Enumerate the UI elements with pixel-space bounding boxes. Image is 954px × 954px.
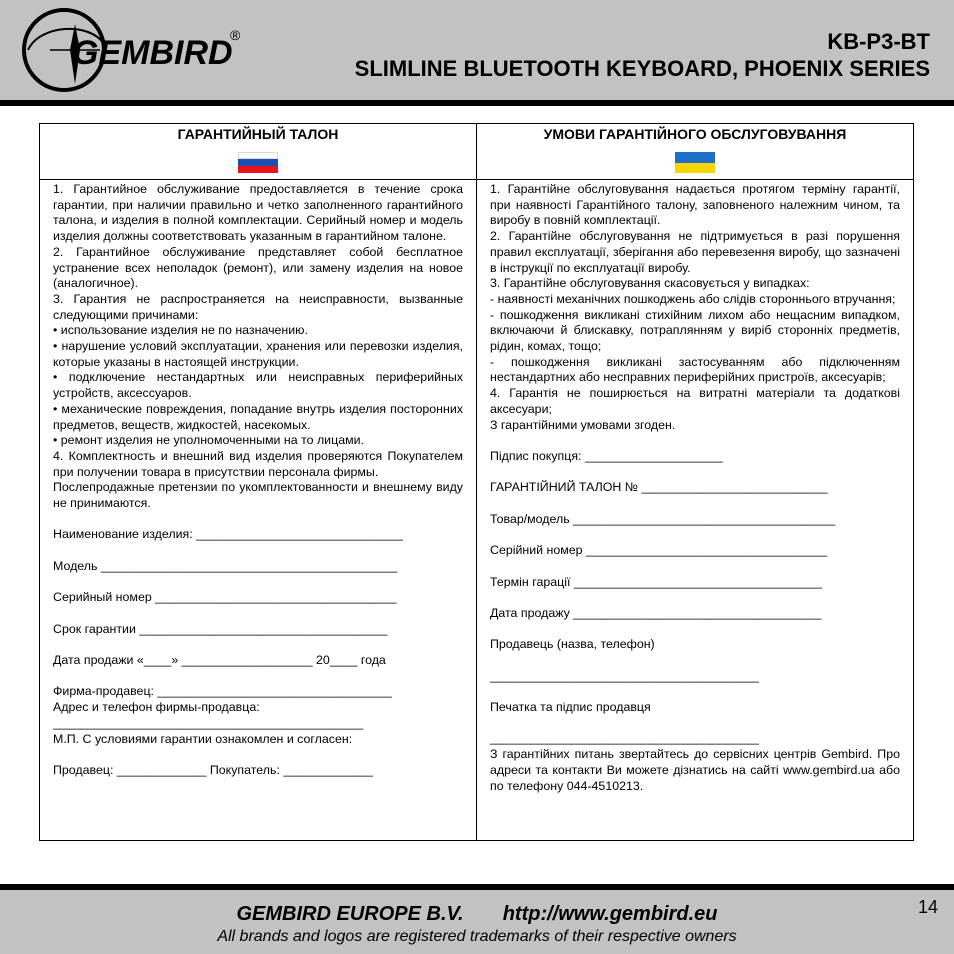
- page-number: 14: [917, 897, 938, 917]
- ukrainian-flag-icon: [675, 152, 715, 173]
- field-sale-date-ua: Дата продажу ____________________________________: [490, 605, 822, 620]
- field-stamp-ua: Печатка та підпис продавця: [490, 700, 651, 715]
- right-clause-4: 4. Гарантія не поширюється на витратні матеріали та додаткові аксесуари;: [490, 386, 900, 416]
- left-bullet-3: • подключение нестандартных или неисправных периферийных устройств, аксессуаров.: [53, 370, 463, 401]
- left-clause-2: 2. Гарантийное обслуживание представляет собой бесплатное устранение всех неполадок (ремонт), или замену изделия на новое (аналогичное).: [53, 244, 463, 291]
- field-product: Товар/модель ______________________________________: [490, 511, 835, 526]
- left-title: ГАРАНТИЙНЫЙ ТАЛОН: [177, 126, 339, 142]
- field-serial: Серийный номер ___________________________________: [53, 590, 397, 605]
- header-divider: [0, 100, 954, 106]
- footer-company: GEMBIRD EUROPE B.V.: [236, 903, 464, 925]
- right-agree: З гарантійними умовами згоден.: [490, 417, 676, 432]
- field-sale-date: Дата продажи «____» ___________________ 20____ года: [53, 653, 386, 668]
- left-column: [40, 124, 477, 840]
- right-item-2: - пошкодження викликані стихійним лихом або нещасним випадком, включаючи й блискавку, потраплянням у виріб сторонніх предметів, рідин, комах, тощо;: [490, 307, 900, 354]
- left-body: [53, 182, 463, 779]
- field-seller-address: Адрес и телефон фирмы-продавца:: [53, 700, 260, 715]
- field-buyer-sign: Підпис покупця: ____________________: [490, 448, 723, 463]
- field-stamp: М.П. С условиями гарантии ознакомлен и согласен:: [53, 731, 353, 746]
- left-clause-1: 1. Гарантийное обслуживание предоставляется в течение срока гарантии, при наличии правильно и четко заполненного гарантийного талона, и изделия в полной комплектации. Серийный номер и модель изделия должны соответствовать указанным в гарантийном талоне.: [53, 182, 463, 244]
- field-serial-ua: Серійний номер ___________________________________: [490, 543, 828, 558]
- right-clause-3: 3. Гарантійне обслуговування скасовується у випадках:: [490, 276, 810, 291]
- field-warranty-no: ГАРАНТІЙНИЙ ТАЛОН № ___________________________: [490, 480, 828, 495]
- warranty-table: [39, 123, 914, 841]
- right-clause-2: 2. Гарантійне обслуговування не підтримується в разі порушення правил експлуатації, зберігання або перевезення виробу, що зазначені в інструкції по експлуатації виробу.: [490, 229, 900, 275]
- left-clause-3: 3. Гарантия не распространяется на неисправности, вызванные следующими причинами:: [53, 291, 463, 322]
- right-item-3: - пошкодження викликані застосуванням або підключенням нестандартних або несправних периферійних пристроїв, аксесуарів;: [490, 354, 900, 385]
- right-body: [490, 182, 900, 794]
- field-stamp-line: _______________________________________: [490, 731, 759, 746]
- field-warranty: Срок гарантии ____________________________________: [53, 621, 388, 636]
- model-code: KB-P3-BT: [827, 29, 930, 54]
- registered-mark: ®: [230, 27, 241, 43]
- left-header: [40, 124, 476, 180]
- right-clause-1: 1. Гарантійне обслуговування надається протягом терміну гарантії, при наявності Гарантійного талону, заповненого належним чином, та виробу в повній комплектації.: [490, 182, 900, 228]
- russian-flag-icon: [238, 152, 278, 173]
- field-signatures: Продавец: _____________ Покупатель: _____________: [53, 762, 373, 777]
- gembird-logo: [20, 4, 250, 96]
- left-bullet-4: • механические повреждения, попадание внутрь изделия посторонних предметов, веществ, жидкостей, насекомых.: [53, 401, 463, 432]
- left-clause-5: Послепродажные претензии по укомплектованности и внешнему виду не принимаются.: [53, 480, 463, 511]
- field-model: Модель ___________________________________________: [53, 558, 398, 573]
- field-product-name: Наименование изделия: ______________________________: [53, 527, 403, 542]
- field-seller-ua: Продавець (назва, телефон): [490, 637, 655, 652]
- right-title: УМОВИ ГАРАНТІЙНОГО ОБСЛУГОВУВАННЯ: [543, 126, 847, 142]
- right-header: [477, 124, 913, 180]
- footer-trademark: All brands and logos are registered trademarks of their respective owners: [217, 928, 737, 945]
- footer-company-line: [0, 903, 954, 926]
- footer-url-link[interactable]: http://www.gembird.eu: [502, 903, 718, 925]
- left-bullet-2: • нарушение условий эксплуатации, хранения или перевозки изделия, которые указаны в настоящей инструкции.: [53, 339, 463, 369]
- field-term: Термін гарації ____________________________________: [490, 574, 822, 589]
- right-item-1: - наявності механічних пошкоджень або слідів стороннього втручання;: [490, 291, 896, 306]
- left-bullet-1: • использование изделия не по назначению.: [53, 323, 308, 338]
- header-model-block: [355, 28, 930, 82]
- product-name: SLIMLINE BLUETOOTH KEYBOARD, PHOENIX SERIES: [354, 56, 930, 81]
- left-bullet-5: • ремонт изделия не уполномоченными на то лицами.: [53, 433, 364, 448]
- right-column: [477, 124, 913, 840]
- field-seller-line: _______________________________________: [490, 668, 759, 683]
- field-address-line: _____________________________________________: [53, 715, 364, 730]
- field-seller-firm: Фирма-продавец: __________________________________: [53, 684, 392, 699]
- logo-wordmark: GEMBIRD: [72, 34, 233, 72]
- contacts-text: З гарантійних питань звертайтесь до сервісних центрів Gembird. Про адреси та контакти Ви можете дізнатись на сайті www.gembird.ua або по телефону 044-4510213.: [490, 747, 900, 793]
- left-clause-4: 4. Комплектность и внешний вид изделия проверяются Покупателем при получении товара в присутствии персонала фирмы.: [53, 448, 463, 479]
